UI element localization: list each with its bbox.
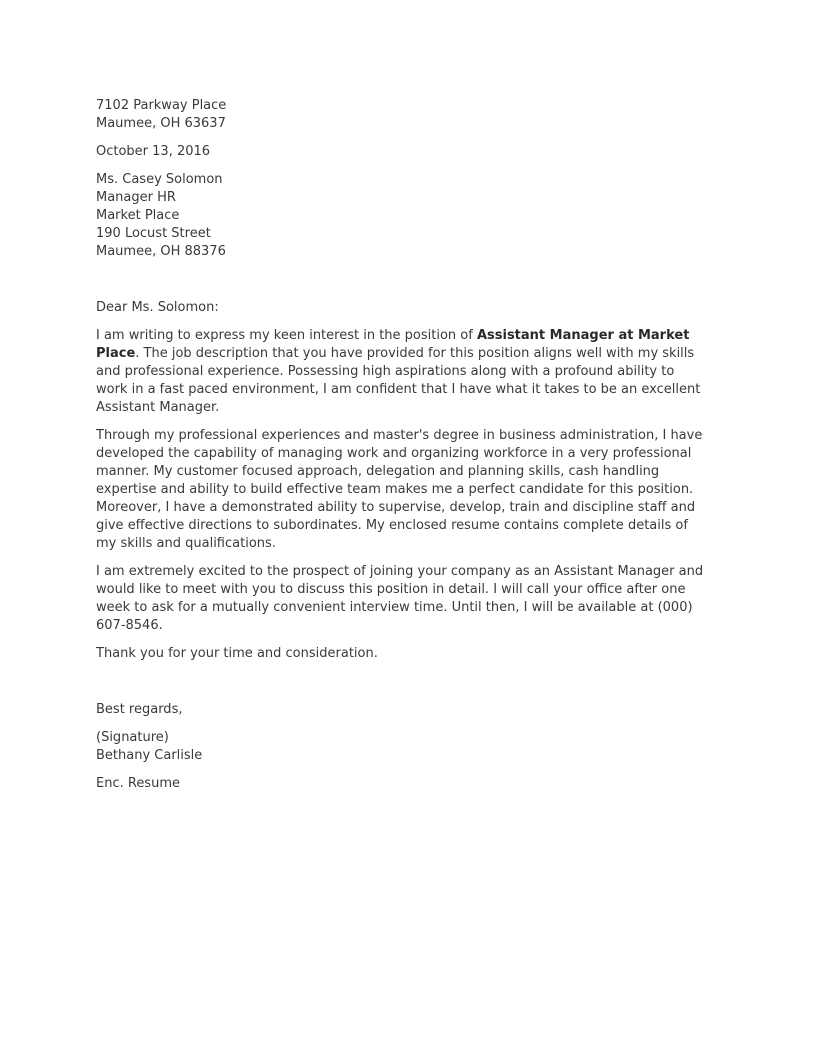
letter-date [96, 143, 716, 161]
recipient-city-state-zip: Maumee, OH 88376 [96, 244, 226, 259]
recipient-title: Manager HR [96, 190, 176, 205]
recipient-name: Ms. Casey Solomon [96, 172, 223, 187]
body-paragraph-4: Thank you for your time and consideration. [96, 646, 378, 661]
salutation-text: Dear Ms. Solomon: [96, 300, 219, 315]
sender-address-line2: Maumee, OH 63637 [96, 116, 226, 131]
date-text: October 13, 2016 [96, 144, 211, 159]
position-title: Assistant Manager at Market Place [96, 328, 690, 361]
recipient-company: Market Place [96, 208, 180, 223]
closing [96, 701, 716, 719]
signer-name: Bethany Carlisle [96, 748, 203, 763]
signature-placeholder: (Signature) [96, 730, 169, 745]
paragraph1-intro: I am writing to express my keen interest in the position of [96, 328, 477, 343]
enclosure-text: Enc. Resume [96, 776, 180, 791]
sender-address [96, 97, 716, 133]
enclosure-note [96, 775, 716, 793]
salutation [96, 299, 716, 317]
body-paragraph-2: Through my professional experiences and master's degree in business administration, I have developed the capability of managing work and organizing workforce in a very professional manner. My customer focused approach, delegation and planning skills, cash handling expertise and ability to build effective team makes me a perfect candidate for this position. Moreover, I have a demonstrated ability to supervise, develop, train and discipline staff and give effective directions to subordinates. My enclosed resume contains complete details of my skills and qualifications. [96, 428, 703, 551]
body-paragraph-1 [96, 327, 708, 417]
recipient-street: 190 Locust Street [96, 226, 211, 241]
letter-page [96, 97, 716, 803]
signature-block [96, 729, 716, 765]
recipient-address [96, 171, 716, 261]
closing-text: Best regards, [96, 702, 183, 717]
sender-address-line1: 7102 Parkway Place [96, 98, 227, 113]
paragraph1-rest: . The job description that you have provided for this position aligns well with my skills and professional experience. Possessing high aspirations along with a profound ability to work in a fast paced environment, I am confident that I have what it takes to be an excellent Assistant Manager. [96, 346, 701, 415]
body-paragraph-3: I am extremely excited to the prospect of joining your company as an Assistant Manager and would like to meet with you to discuss this position in detail. I will call your office after one week to ask for a mutually convenient interview time. Until then, I will be available at (000) 607-8546. [96, 564, 704, 633]
